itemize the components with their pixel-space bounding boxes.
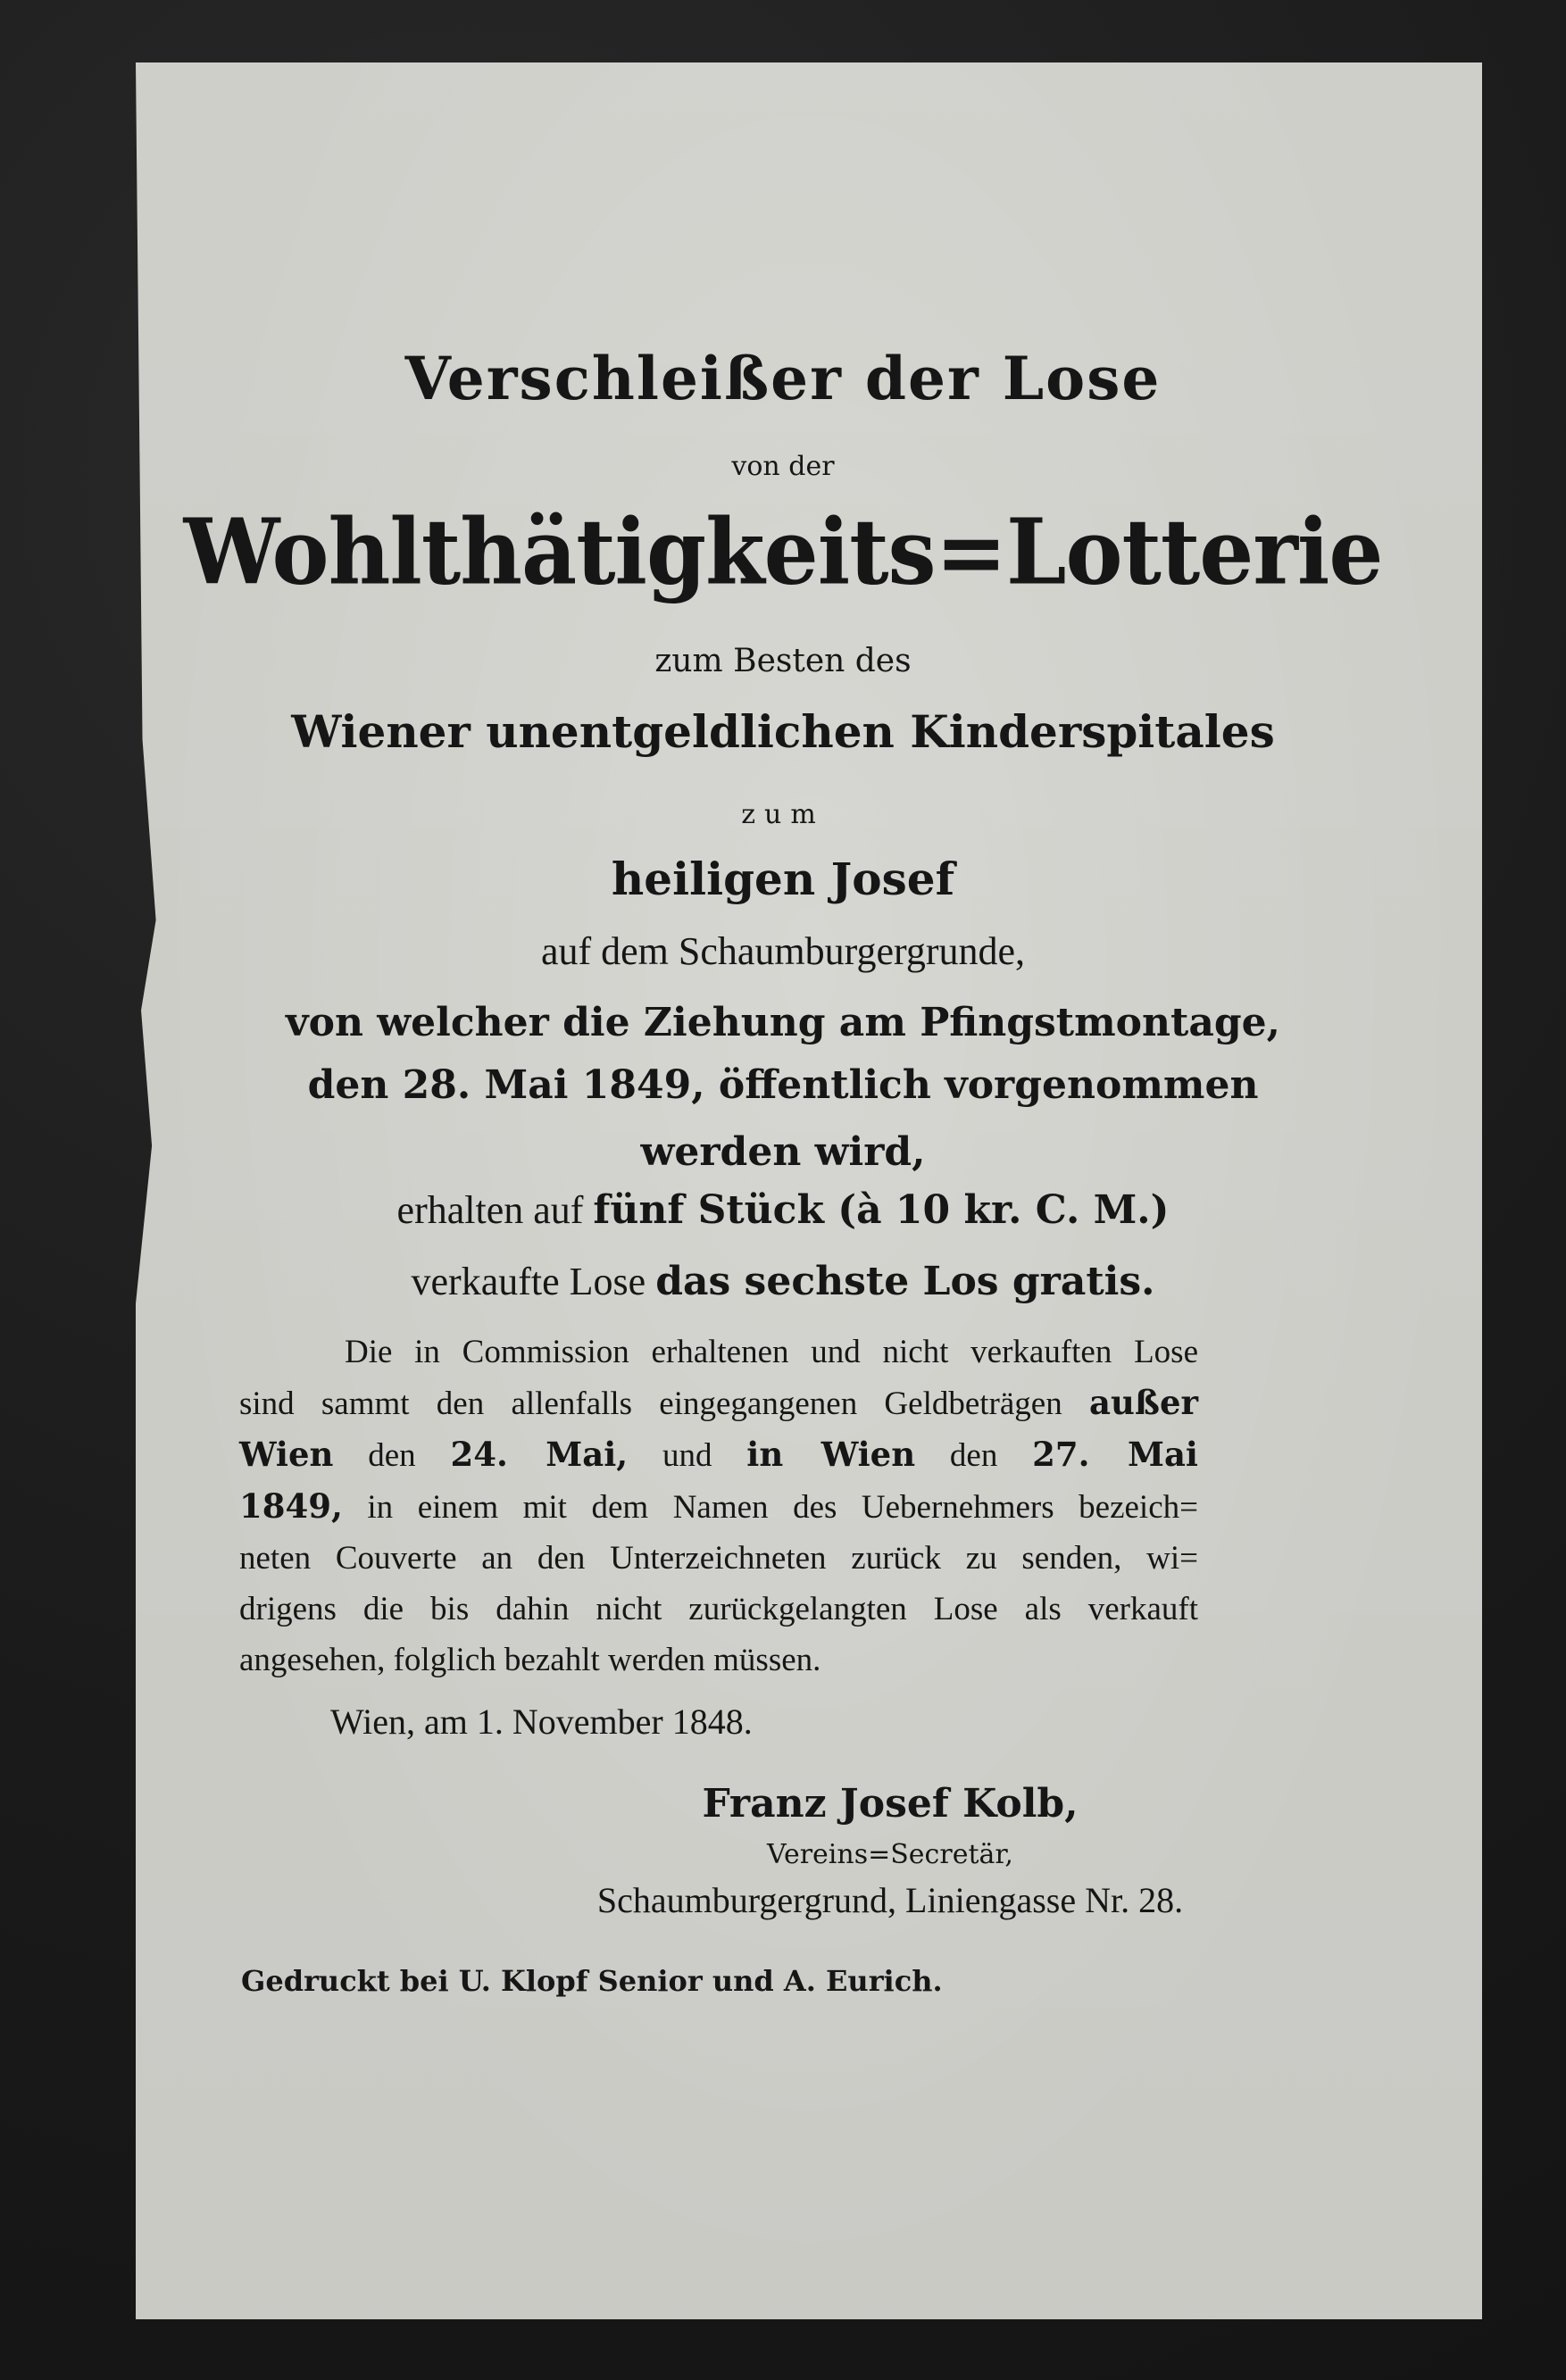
signer-role: Vereins=Secretär, [767,1839,1013,1870]
text-free-ticket-line [0,1259,1566,1304]
paragraph-emphasis: 27. Mai [1032,1435,1198,1474]
paragraph-text: den [915,1437,1033,1474]
paragraph-line: angesehen, folglich bezahlt werden müssen. [239,1642,821,1678]
signer-name: Franz Josef Kolb, [702,1781,1079,1827]
text-location: auf dem Schaumburgergrunde, [540,929,1026,973]
paragraph-emphasis: 1849, [239,1486,343,1526]
free-ticket-prefix: verkaufte Lose [411,1260,656,1303]
printer-imprint: Gedruckt bei U. Klopf Senior und A. Eurich. [241,1964,943,1998]
offer-prefix: erhalten auf [396,1188,594,1232]
offer-price: fünf Stück (à 10 kr. C. M.) [593,1187,1170,1233]
heading-saint-josef: heiligen Josef [611,853,955,905]
paragraph-line [239,1377,1198,1429]
paragraph-text: den [333,1437,451,1474]
date-line: Wien, am 1. November 1848. [330,1702,753,1742]
paragraph-emphasis: außer [1088,1383,1198,1422]
heading-zum: zum [741,799,825,830]
paragraph-line: drigens die bis dahin nicht zurückgelangten Lose als verkauft [239,1591,1198,1627]
text-offer-line [0,1187,1566,1233]
paragraph-emphasis: in Wien [746,1435,916,1474]
paragraph-line [239,1481,1198,1533]
signer-address: Schaumburgergrund, Liniengasse Nr. 28. [596,1880,1184,1920]
paragraph-text: sind sammt den allenfalls eingegangenen Geldbeträgen [239,1386,1089,1422]
heading-subline-von-der: von der [731,451,835,482]
free-ticket-emphasis: das sechste Los gratis. [655,1259,1155,1304]
paragraph-line: Die in Commission erhaltenen und nicht verkauften Lose [345,1334,1198,1370]
paragraph-text: in einem mit dem Namen des Uebernehmers bezeich= [342,1489,1198,1526]
instructions-paragraph [239,1327,1198,1685]
heading-lottery-name: Wohlthätigkeits=Lotterie [183,499,1383,605]
paragraph-line: neten Couverte an den Unterzeichneten zurück zu senden, wi= [239,1540,1198,1577]
heading-zum-besten: zum Besten des [654,643,912,679]
text-drawing-date-1: von welcher die Ziehung am Pfingstmontage, [286,1000,1280,1045]
paragraph-line [239,1429,1198,1481]
heading-hospital-name: Wiener unentgeldlichen Kinderspitales [291,705,1275,758]
paragraph-emphasis: 24. Mai, [450,1435,629,1474]
heading-title: Verschleißer der Lose [404,344,1162,413]
text-drawing-date-2: den 28. Mai 1849, öffentlich vorgenommen [307,1062,1259,1108]
text-drawing-date-3: werden wird, [640,1129,926,1175]
paragraph-emphasis: Wien [239,1435,334,1474]
paragraph-text: und [628,1437,747,1474]
